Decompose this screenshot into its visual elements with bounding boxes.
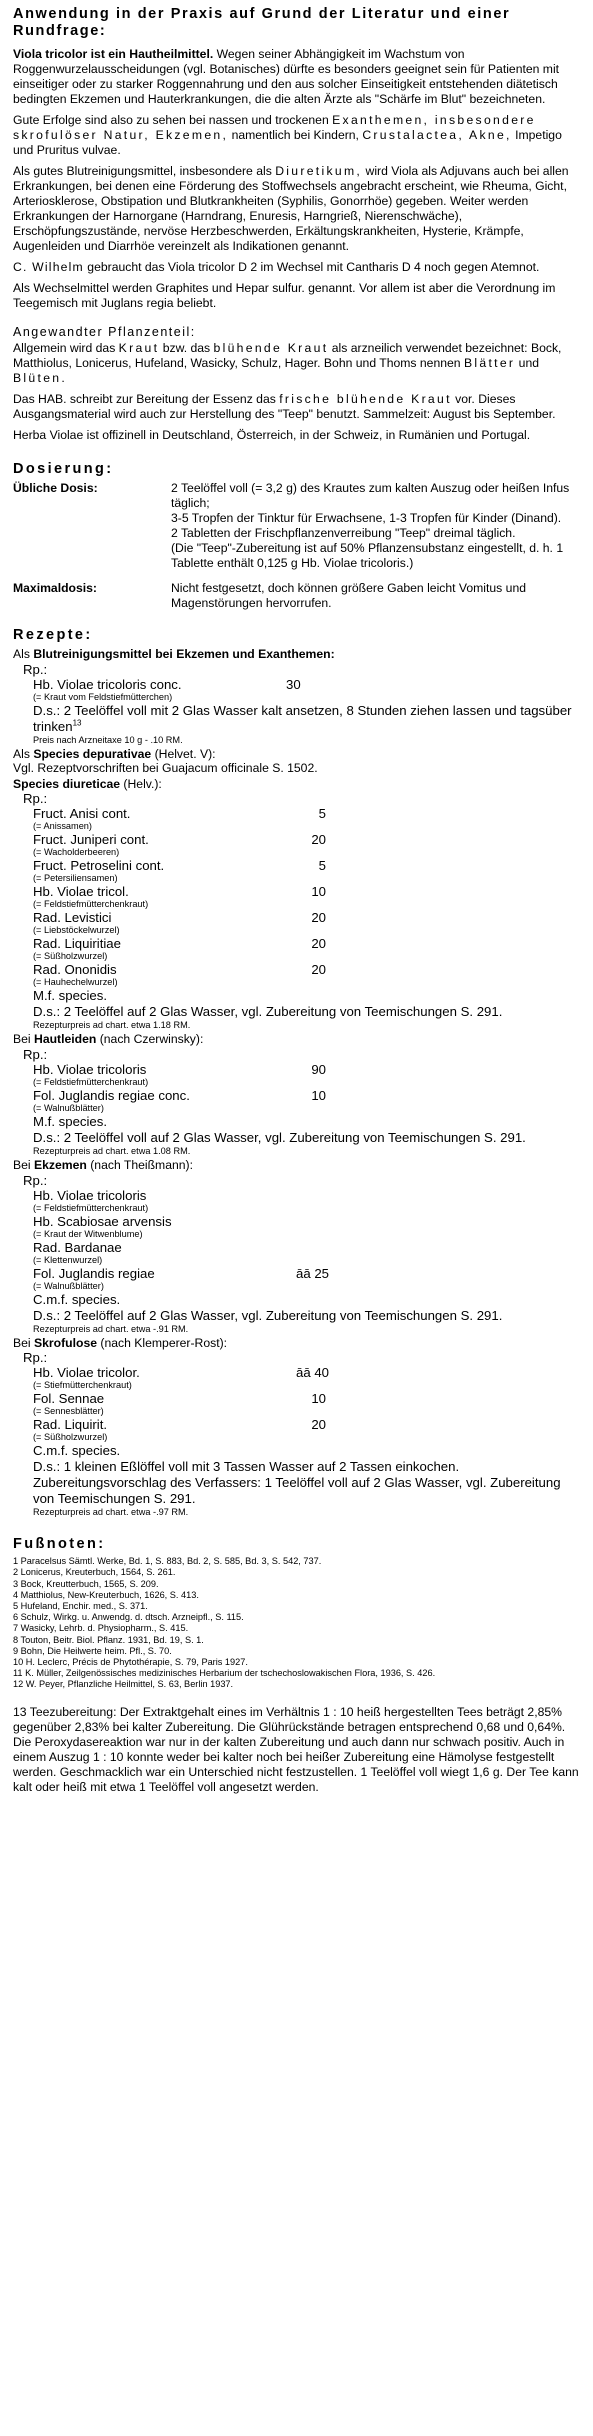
- recipe-mixing: C.m.f. species.: [33, 1291, 121, 1307]
- ingredient-row: Fruct. Petroselini cont. 5: [33, 858, 326, 874]
- ingredient-note: (= Sennesblätter): [33, 1406, 104, 1417]
- recipe-instruction: D.s.: 2 Teelöffel voll auf 2 Glas Wasser, vgl. Zubereitung von Teemischungen S. 291.: [33, 1129, 526, 1145]
- max-dose-label: Maximaldosis:: [13, 581, 97, 595]
- dose-line: (Die "Teep"-Zubereitung ist auf 50% Pflanzensubstanz eingestellt, d. h. 1 Tablette enthält 0,125 g Hb. Violae tricoloris.): [171, 541, 564, 570]
- recipe-caption: Species diureticae (Helv.):: [13, 776, 162, 791]
- ingredient-row: Hb. Violae tricoloris 90: [33, 1061, 326, 1077]
- ingredient-note: (= Feldstiefmütterchenkraut): [33, 1202, 149, 1213]
- ingredient-note: (= Hauhechelwurzel): [33, 977, 118, 988]
- max-dose-value: Nicht festgesetzt, doch können größere Gaben leicht Vomitus und Magenstörungen hervorrufen.: [171, 581, 526, 610]
- rp-label: Rp.:: [23, 661, 48, 677]
- ingredient-row: Hb. Violae tricoloris: [33, 1187, 147, 1203]
- dose-line: 2 Tabletten der Frischpflanzenverreibung "Teep" dreimal täglich.: [171, 526, 516, 540]
- footnote-item: 7 Wasicky, Lehrb. d. Physiopharm., S. 415.: [13, 1623, 189, 1634]
- footnote-item: 4 Matthiolus, New-Kreuterbuch, 1626, S. 413.: [13, 1589, 199, 1600]
- recipe-price: Rezepturpreis ad chart. etwa -.91 RM.: [33, 1323, 189, 1334]
- ingredient-row: Rad. Liquiritiae 20: [33, 936, 326, 952]
- recipe-instruction: D.s.: 2 Teelöffel auf 2 Glas Wasser, vgl. Zubereitung von Teemischungen S. 291.: [33, 1004, 503, 1020]
- dose-line: 3-5 Tropfen der Tinktur für Erwachsene, 1-3 Tropfen für Kinder (Dinand).: [171, 511, 562, 525]
- footnote-item: 3 Bock, Kreutterbuch, 1565, S. 209.: [13, 1578, 159, 1589]
- section-heading-plant-part: Angewandter Pflanzenteil:: [13, 325, 196, 339]
- section-heading-application: Anwendung in der Praxis auf Grund der Literatur und einer Rundfrage:: [13, 6, 511, 39]
- ingredient-row: Hb. Violae tricolor. āā 40: [33, 1365, 330, 1381]
- recipe-price: Rezepturpreis ad chart. etwa 1.18 RM.: [33, 1020, 191, 1031]
- section-heading-footnotes: Fußnoten:: [13, 1536, 106, 1553]
- recipe-caption: Bei Skrofulose (nach Klemperer-Rost):: [13, 1335, 228, 1350]
- intro-paragraph-2: Gute Erfolge sind also zu sehen bei nassen und trockenen Exanthemen, insbesondere skrofulöser Natur, Ekzemen, namentlich bei Kindern, Crustalactea, Akne, Impetigo und Pruritus vulvae.: [13, 113, 562, 157]
- ingredient-note: (= Stiefmütterchenkraut): [33, 1380, 132, 1391]
- ingredient-row: Rad. Ononidis 20: [33, 962, 326, 978]
- recipe-price: Rezepturpreis ad chart. etwa 1.08 RM.: [33, 1145, 191, 1156]
- intro-paragraph-1: Viola tricolor ist ein Hautheilmittel. Wegen seiner Abhängigkeit im Wachstum von Roggenwurzelausscheidungen (vgl. Botanisches) dürfte es besonders geeignet sein für Patienten mit einseitiger oder zu starker Roggennahrung und den aus solcher Einseitigkeit entstehenden diätetisch bedingten Ekzemen und Hauterkrankungen, die die alten Ärzte als "Schärfe im Blut" bezeichneten.: [13, 47, 560, 106]
- footnote-item: 5 Hufeland, Enchir. med., S. 371.: [13, 1600, 148, 1611]
- recipe-instruction: D.s.: 2 Teelöffel auf 2 Glas Wasser, vgl. Zubereitung von Teemischungen S. 291.: [33, 1307, 503, 1323]
- recipe-instruction: D.s.: 2 Teelöffel voll mit 2 Glas Wasser kalt ansetzen, 8 Stunden ziehen lassen und tagsüber trinken$^{13}$: [33, 702, 572, 734]
- rp-label: Rp.:: [23, 791, 48, 807]
- ingredient-note: (= Wacholderbeeren): [33, 847, 120, 858]
- ingredient-row: Rad. Levistici 20: [33, 910, 326, 926]
- intro-paragraph-4: C. Wilhelm gebraucht das Viola tricolor D 2 im Wechsel mit Cantharis D 4 noch gegen Atemnot.: [13, 260, 540, 274]
- recipe-mixing: C.m.f. species.: [33, 1443, 121, 1459]
- intro-paragraph-5: Als Wechselmittel werden Graphites und Hepar sulfur. genannt. Vor allem ist aber die Verordnung im Teegemisch mit Juglans regia beliebt.: [13, 281, 556, 310]
- recipe-mixing: M.f. species.: [33, 988, 108, 1004]
- ingredient-note: (= Klettenwurzel): [33, 1254, 103, 1265]
- footnote-item: 8 Touton, Beitr. Biol. Pflanz. 1931, Bd. 19, S. 1.: [13, 1634, 204, 1645]
- footnote-item: 9 Bohn, Die Heilwerte heim. Pfl., S. 70.: [13, 1645, 172, 1656]
- ingredient-row: Hb. Violae tricol. 10: [33, 884, 326, 900]
- plant-part-paragraph-1: Allgemein wird das Kraut bzw. das blühende Kraut als arzneilich verwendet bezeichnet: Bock, Matthiolus, Lonicerus, Hufeland, Wasicky, Schulz, Hager. Bohn und Thoms nennen Blätter und Blüten.: [13, 341, 562, 385]
- recipes-list: [13, 647, 585, 1518]
- footnote-item: 1 Paracelsus Sämtl. Werke, Bd. 1, S. 883, Bd. 2, S. 585, Bd. 3, S. 542, 737.: [13, 1556, 322, 1567]
- intro-lead: Viola tricolor ist ein Hautheilmittel.: [13, 47, 214, 61]
- ingredient-row: Fol. Sennae 10: [33, 1391, 326, 1407]
- ingredient-note: (= Feldstiefmütterchenkraut): [33, 1076, 149, 1087]
- footnote-13-tea-preparation: 13 Teezubereitung: Der Extraktgehalt eines im Verhältnis 1 : 10 heiß hergestellten Tees beträgt 2,85% gegenüber 2,83% bei kalter Zubereitung. Die Glührückstände betragen entsprechend 0,68 und 0,64%. Die Peroxydasereaktion war nur in der kalten Zubereitung und auch dann nur schwach positiv. Auch in einem Auszug 1 : 10 konnte weder bei kalter noch bei heißer Zubereitung eine Hämolyse festgestellt werden. Geschmacklich war ein Unterschied nicht festzustellen. 1 Teelöffel voll wiegt 1,6 g. Der Tee kann kalt oder heiß mit etwa 1 Teelöffel voll angesetzt werden.: [13, 1704, 579, 1794]
- ingredient-note: (= Petersiliensamen): [33, 873, 118, 884]
- footnote-item: 2 Lonicerus, Kreuterbuch, 1564, S. 261.: [13, 1567, 176, 1578]
- ingredient-note: (= Walnußblätter): [33, 1102, 104, 1113]
- rp-label: Rp.:: [23, 1350, 48, 1366]
- ingredient-row: Hb. Violae tricoloris conc. 30: [33, 676, 301, 692]
- section-heading-dosage: Dosierung:: [13, 461, 114, 477]
- rp-label: Rp.:: [23, 1046, 48, 1062]
- section-heading-recipes: Rezepte:: [13, 627, 93, 643]
- plant-part-paragraph-3: Herba Violae ist offizinell in Deutschland, Österreich, in der Schweiz, in Rumänien und Portugal.: [13, 428, 531, 442]
- plant-part-paragraph-2: Das HAB. schreibt zur Bereitung der Essenz das frische blühende Kraut vor. Dieses Ausgangsmaterial wird auch zur Herstellung des "Teep" benutzt. Sammelzeit: August bis September.: [13, 392, 556, 421]
- recipe-mixing: M.f. species.: [33, 1113, 108, 1129]
- recipe-caption: Bei Hautleiden (nach Czerwinsky):: [13, 1032, 204, 1047]
- rp-label: Rp.:: [23, 1172, 48, 1188]
- ingredient-row: Fol. Juglandis regiae āā 25: [33, 1265, 330, 1281]
- recipe-reference: Vgl. Rezeptvorschriften bei Guajacum officinale S. 1502.: [13, 761, 318, 776]
- recipe-price: Preis nach Arzneitaxe 10 g - .10 RM.: [33, 734, 183, 745]
- ingredient-note: (= Kraut vom Feldstiefmütterchen): [33, 691, 173, 702]
- recipe-price: Rezepturpreis ad chart. etwa -.97 RM.: [33, 1507, 189, 1518]
- ingredient-note: (= Süßholzwurzel): [33, 951, 108, 962]
- ingredient-row: Rad. Liquirit. 20: [33, 1417, 326, 1433]
- dose-line: 2 Teelöffel voll (= 3,2 g) des Krautes zum kalten Auszug oder heißen Infus täglich;: [171, 481, 570, 510]
- ingredient-row: Fol. Juglandis regiae conc. 10: [33, 1087, 326, 1103]
- ingredient-note: (= Walnußblätter): [33, 1280, 104, 1291]
- footnote-item: 6 Schulz, Wirkg. u. Anwendg. d. dtsch. Arzneipfl., S. 115.: [13, 1612, 244, 1623]
- recipe-caption: Als Species depurativae (Helvet. V):: [13, 746, 216, 761]
- footnote-item: 10 H. Leclerc, Précis de Phytothérapie, S. 79, Paris 1927.: [13, 1656, 248, 1667]
- ingredient-note: (= Feldstiefmütterchenkraut): [33, 899, 149, 910]
- ingredient-row: Hb. Scabiosae arvensis: [33, 1213, 172, 1229]
- recipe-instruction: D.s.: 1 kleinen Eßlöffel voll mit 3 Tassen Wasser auf 2 Tassen einkochen. Zubereitungsvorschlag des Verfassers: 1 Teelöffel voll auf 2 Glas Wasser, vgl. Zubereitung von Teemischungen S. 291.: [33, 1459, 561, 1507]
- usual-dose-label: Übliche Dosis:: [13, 481, 98, 495]
- ingredient-row: Fruct. Juniperi cont. 20: [33, 832, 326, 848]
- recipe-caption: Bei Ekzemen (nach Theißmann):: [13, 1157, 193, 1172]
- ingredient-note: (= Kraut der Witwenblume): [33, 1228, 143, 1239]
- usual-dose-value: [171, 481, 585, 581]
- ingredient-note: (= Liebstöckelwurzel): [33, 925, 120, 936]
- footnote-item: 12 W. Peyer, Pflanzliche Heilmittel, S. 63, Berlin 1937.: [13, 1679, 234, 1690]
- ingredient-note: (= Anissamen): [33, 821, 92, 832]
- ingredient-row: Fruct. Anisi cont. 5: [33, 806, 326, 822]
- footnote-list: [13, 1556, 585, 1690]
- ingredient-row: Rad. Bardanae: [33, 1239, 122, 1255]
- recipe-caption: Als Blutreinigungsmittel bei Ekzemen und Exanthemen:: [13, 647, 335, 661]
- dosage-table: [13, 481, 585, 621]
- ingredient-note: (= Süßholzwurzel): [33, 1432, 108, 1443]
- footnote-item: 11 K. Müller, Zeilgenössisches medizinisches Herbarium der tschechoslowakischen Flora, 1936, S. 426.: [13, 1668, 436, 1679]
- intro-paragraph-3: Als gutes Blutreinigungsmittel, insbesondere als Diuretikum, wird Viola als Adjuvans auch bei allen Erkrankungen, bei denen eine Förderung des Stoffwechsels angebracht erscheint, wie Rheuma, Gicht, Arteriosklerose, Obstipation und Blutkrankheiten (Syphilis, Gonorrhöe) gegeben. Weiter werden Erkrankungen der Harnorgane (Harndrang, Enuresis, Harngrieß, Nierenschwäche), Erschöpfungszustände, nervöse Herzbeschwerden, Erkältungskrankheiten, Hysterie, Krämpfe, Augenleiden und Diarrhöe vereinzelt als Indikationen genannt.: [13, 164, 569, 253]
